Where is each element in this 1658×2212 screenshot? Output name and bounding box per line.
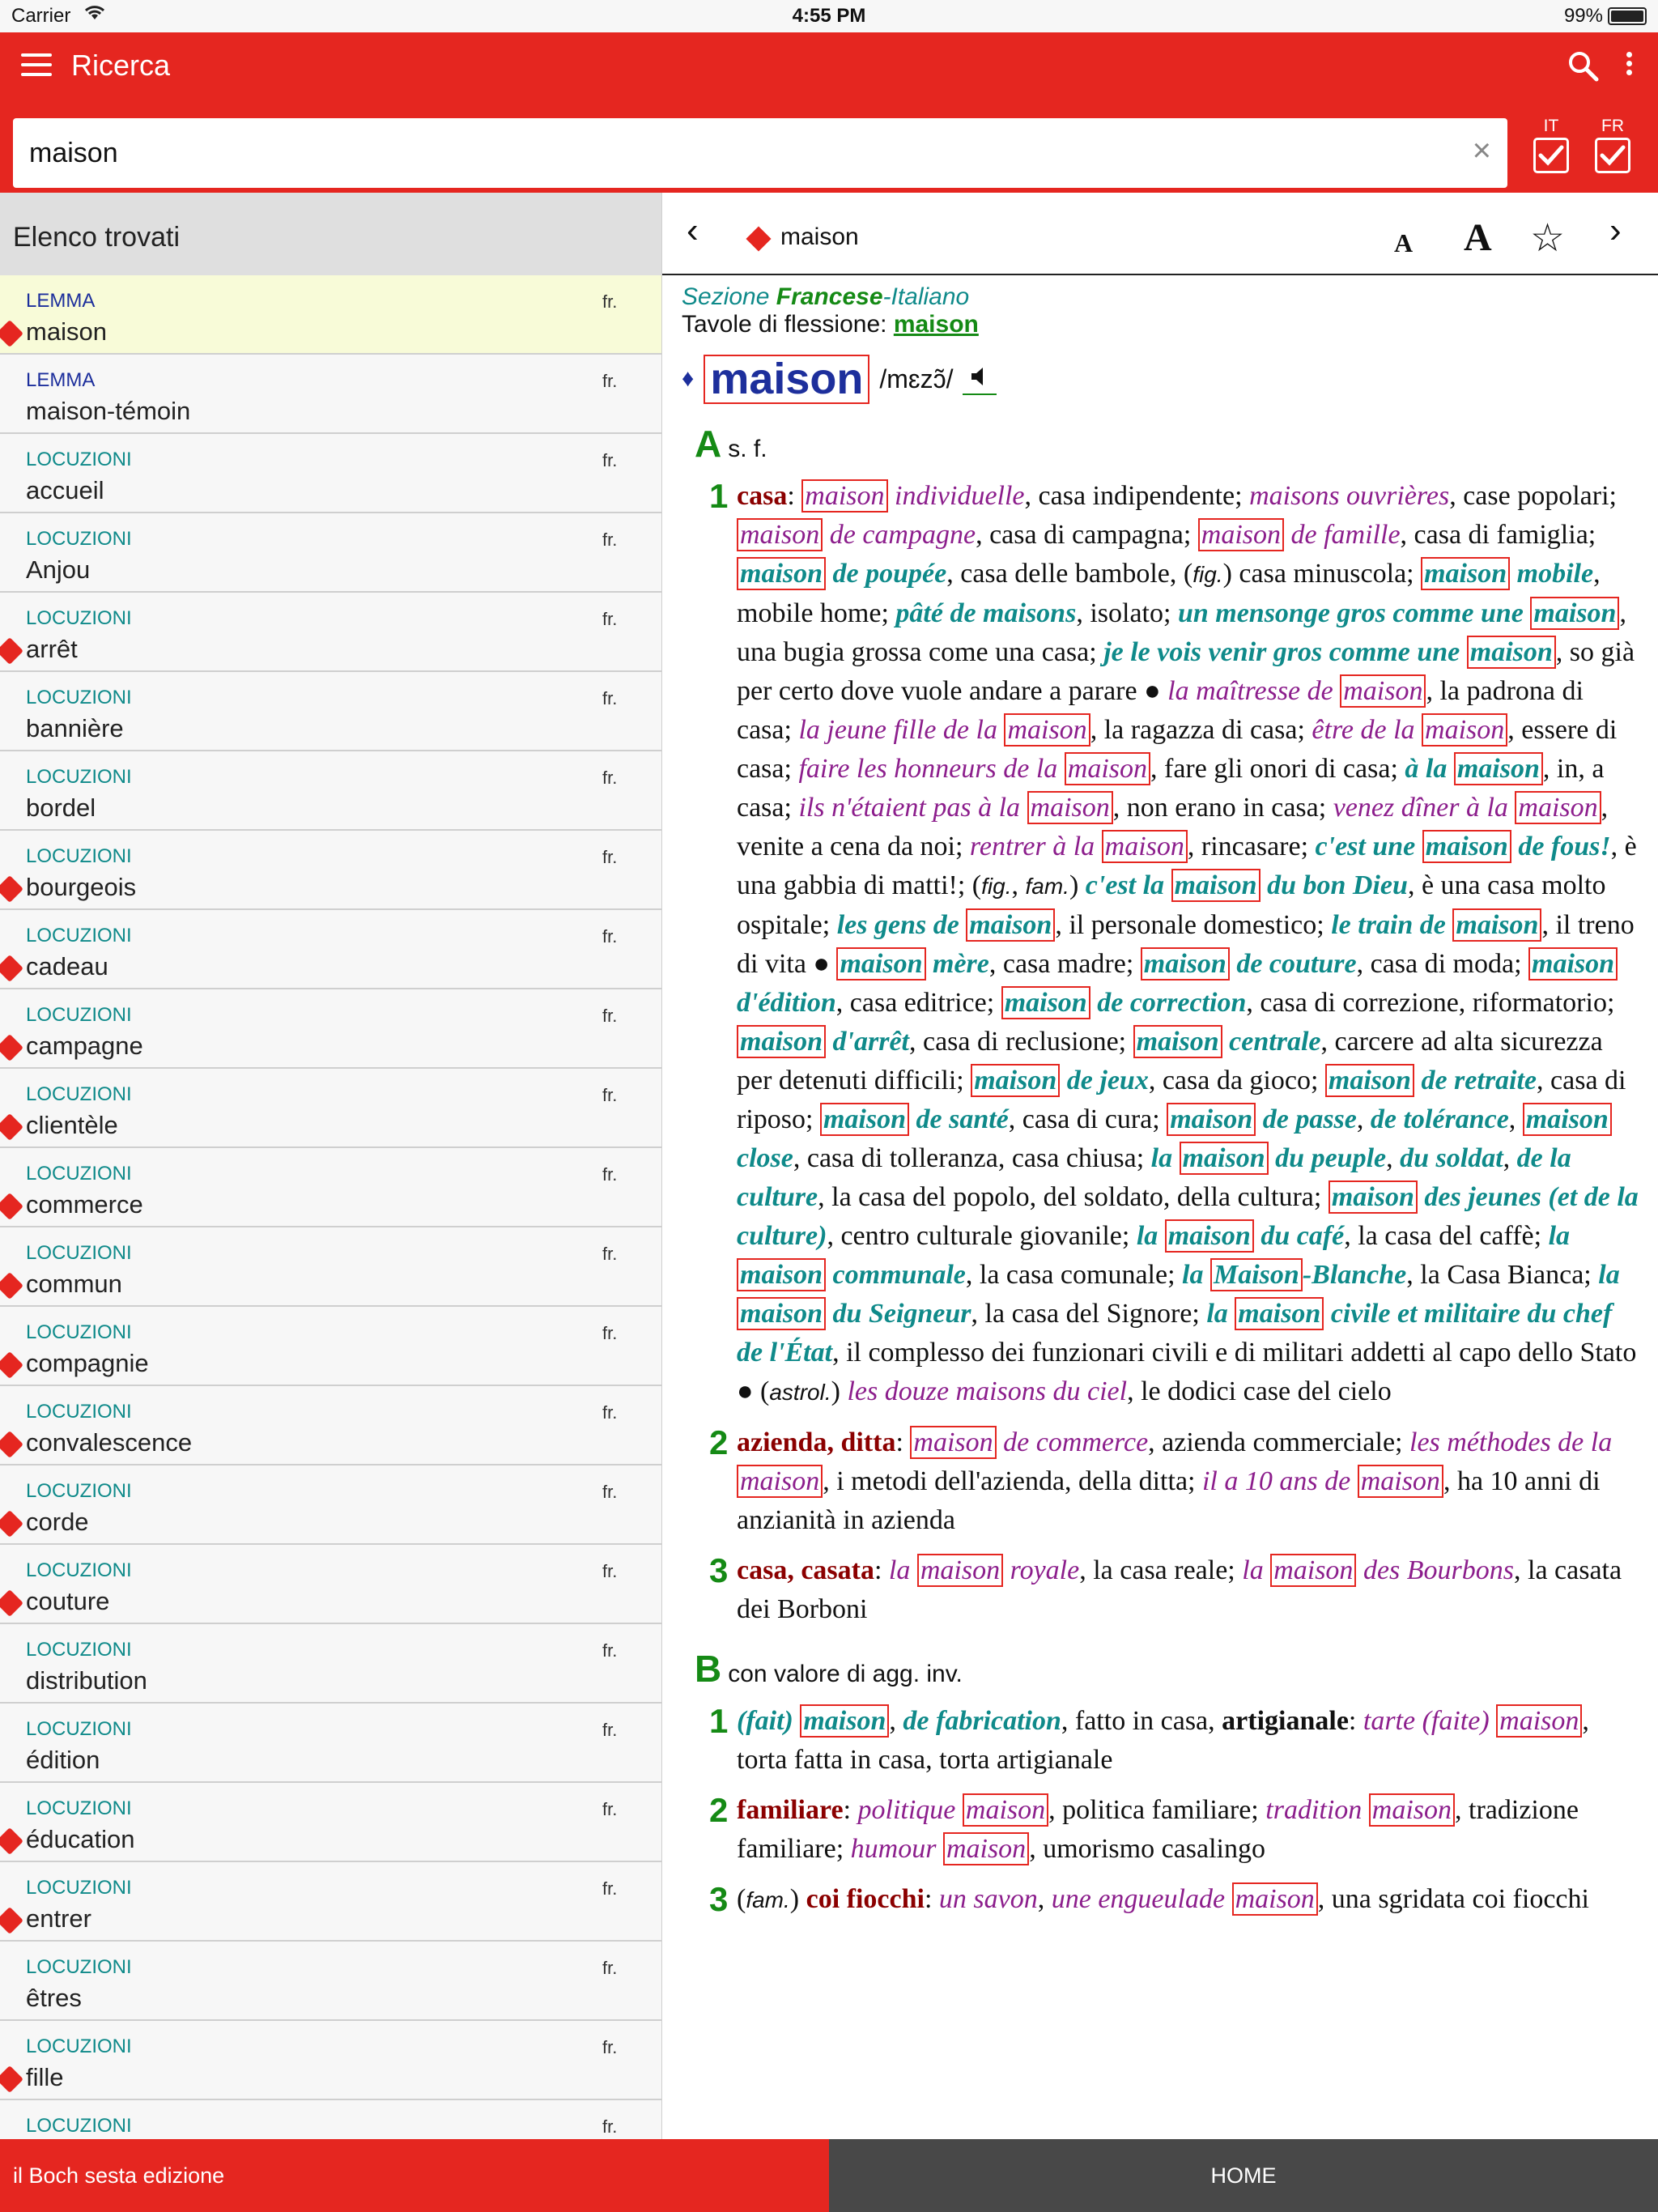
item-category: LOCUZIONI xyxy=(26,1163,132,1185)
chevron-left-icon[interactable]: ‹ xyxy=(687,211,699,250)
item-category: LOCUZIONI xyxy=(26,528,132,550)
item-word: arrêt xyxy=(26,635,78,663)
item-lang: fr. xyxy=(602,1799,618,1819)
item-lang: fr. xyxy=(602,371,618,391)
item-word: convalescence xyxy=(26,1428,193,1457)
item-lang: fr. xyxy=(602,688,618,708)
lemma-header xyxy=(682,355,1642,404)
item-category: LOCUZIONI xyxy=(26,2035,132,2057)
section-a: As. f. xyxy=(695,422,767,465)
item-lang: fr. xyxy=(602,2116,618,2137)
item-lang: fr. xyxy=(602,450,618,470)
item-category: LEMMA xyxy=(26,369,96,391)
item-word: maison-témoin xyxy=(26,397,191,425)
edition-button[interactable]: il Boch sesta edizione xyxy=(0,2139,829,2212)
entry-toolbar xyxy=(662,193,1658,275)
pronunciation: /mɛzɔ̃/ xyxy=(879,364,954,393)
item-word: distribution xyxy=(26,1666,147,1695)
results-header: Elenco trovati xyxy=(0,193,661,275)
item-lang: fr. xyxy=(602,1164,618,1185)
list-item[interactable] xyxy=(0,831,661,910)
star-icon[interactable]: ☆ xyxy=(1530,217,1566,260)
carrier-label: Carrier xyxy=(11,5,71,27)
item-word: Anjou xyxy=(26,555,91,584)
diamond-icon xyxy=(746,226,771,251)
item-word: compagnie xyxy=(26,1349,149,1377)
lang-fr-label: FR xyxy=(1601,117,1624,135)
diamond-icon xyxy=(0,1034,23,1061)
checkbox-fr-icon[interactable] xyxy=(1595,138,1630,173)
item-word: couture xyxy=(26,1587,110,1615)
entry-headword: maison xyxy=(780,223,859,250)
item-category: LOCUZIONI xyxy=(26,845,132,867)
item-word: cadeau xyxy=(26,952,108,981)
item-word: accueil xyxy=(26,476,104,504)
item-lang: fr. xyxy=(602,2037,618,2057)
diamond-icon xyxy=(0,875,23,903)
item-word: campagne xyxy=(26,1032,143,1060)
list-item[interactable] xyxy=(0,355,661,434)
sense-a1: 1 casa: maison individuelle, casa indipendente; maisons ouvrières, case popolari; maison de campagne, casa di campagna; maison de famille, casa di famiglia; maison de poupée, casa delle bambole, (fig.) casa minuscola; maison mobile, mobile home; pâté de maisons, isolato; un mensonge gros comme une maison , una bugia grossa come una casa; je le vois venir gros comme une maison , so già per certo dove vuole andare a parare ● la maîtresse de maison , la padrona di casa; la jeune fille de la maison , la ragazza di casa; être de la maison , essere di casa; faire les honneurs de la maison , fare gli onori di casa; à la maison , in, a casa; ils n'étaient pas à la maison , non erano in casa; venez dîner à la maison , venite a cena da noi; rentrer à la maison , rincasare; c'est une maison de fous!, è una gabbia di matti!; (fig., fam.) c'est la maison du bon Dieu, è una casa molto ospitale; les gens de maison , il personale domestico; le train de maison , il treno di vita ● maison mère, casa madre; maison de couture, casa di moda; maison d'édition, casa editrice; maison de correction, casa di correzione, riformatorio; maison d'arrêt, casa di reclusione; maison centrale, carcere ad alta sicurezza per detenuti difficili; maison de jeux, casa da gioco; maison de retraite, casa di riposo; maison de santé, casa di cura; maison de passe, de tolérance, maison close, casa di tolleranza, casa chiusa; la maison du peuple, du soldat, de la culture, la casa del popolo, del soldato, della cultura; maison des jeunes (et de la culture), centro culturale giovanile; la maison du café, la casa del caffè; la maison communale, la casa comunale; la Maison -Blanche, la Casa Bianca; la maison du Seigneur, la casa del Signore; la maison civile et militaire du chef de l'État, il complesso dei funzionari civili e di militari addetti al capo dello Stato ● (astrol.) les douze maisons du ciel, le dodici case del cielo xyxy=(709,476,1639,1406)
sense-a3: 3 casa, casata: la maison royale, la casa reale; la maison des Bourbons, la casata dei Borboni xyxy=(709,1551,1622,1624)
clear-icon[interactable]: × xyxy=(1472,133,1491,168)
list-item[interactable] xyxy=(0,1783,661,1862)
status-bar xyxy=(0,0,1658,32)
item-lang: fr. xyxy=(602,609,618,629)
search-bar xyxy=(0,102,1658,193)
item-category: LOCUZIONI xyxy=(26,1797,132,1819)
item-category: LOCUZIONI xyxy=(26,2115,132,2137)
diamond-icon xyxy=(0,1510,23,1538)
item-category: LEMMA xyxy=(26,290,96,312)
more-icon[interactable] xyxy=(1621,49,1637,84)
list-item[interactable] xyxy=(0,593,661,672)
list-item[interactable] xyxy=(0,2100,661,2139)
item-word: bourgeois xyxy=(26,873,137,901)
list-item[interactable] xyxy=(0,434,661,513)
item-lang: fr. xyxy=(602,1402,618,1423)
item-lang: fr. xyxy=(602,1006,618,1026)
lang-fr-toggle[interactable] xyxy=(1593,117,1632,173)
item-lang: fr. xyxy=(602,1958,618,1978)
item-lang: fr. xyxy=(602,1720,618,1740)
menu-icon[interactable] xyxy=(21,53,52,78)
app-bar xyxy=(0,32,1658,102)
font-small-icon[interactable]: A xyxy=(1394,228,1414,257)
list-item[interactable] xyxy=(0,1148,661,1227)
item-word: édition xyxy=(26,1746,100,1774)
item-lang: fr. xyxy=(602,1085,618,1105)
search-icon[interactable] xyxy=(1566,49,1601,84)
item-word: entrer xyxy=(26,1904,91,1933)
item-lang: fr. xyxy=(602,768,618,788)
item-category: LOCUZIONI xyxy=(26,1956,132,1978)
item-category: LOCUZIONI xyxy=(26,1004,132,1026)
item-lang: fr. xyxy=(602,847,618,867)
item-word: corde xyxy=(26,1508,89,1536)
diamond-icon xyxy=(0,1351,23,1379)
item-word: êtres xyxy=(26,1984,82,2012)
item-category: LOCUZIONI xyxy=(26,925,132,946)
list-item[interactable] xyxy=(0,1545,661,1624)
list-item[interactable] xyxy=(0,275,661,355)
diamond-icon xyxy=(0,1827,23,1855)
diamond-icon xyxy=(0,2065,23,2093)
list-item[interactable] xyxy=(0,513,661,593)
item-category: LOCUZIONI xyxy=(26,1480,132,1502)
item-lang: fr. xyxy=(602,1244,618,1264)
sense-a2: 2 azienda, ditta: maison de commerce, azienda commerciale; les méthodes de la maison , i metodi dell'azienda, della ditta; il a 10 ans de maison , ha 10 anni di anzianità in azienda xyxy=(709,1423,1613,1535)
item-lang: fr. xyxy=(602,1323,618,1343)
results-rows xyxy=(0,275,661,2139)
battery-indicator xyxy=(1564,5,1647,28)
item-word: clientèle xyxy=(26,1111,118,1139)
list-item[interactable] xyxy=(0,1069,661,1148)
list-item[interactable] xyxy=(0,751,661,831)
list-item[interactable] xyxy=(0,1386,661,1465)
item-word: fille xyxy=(26,2063,64,2091)
footer xyxy=(0,2139,1658,2212)
item-category: LOCUZIONI xyxy=(26,687,132,708)
inflection-tables: Tavole di flessione: maison xyxy=(682,311,979,338)
item-lang: fr. xyxy=(602,1640,618,1661)
battery-percent: 99% xyxy=(1563,5,1603,27)
item-lang: fr. xyxy=(602,530,618,550)
list-item[interactable] xyxy=(0,672,661,751)
item-category: LOCUZIONI xyxy=(26,1877,132,1899)
diamond-icon xyxy=(0,1431,23,1458)
item-lang: fr. xyxy=(602,1878,618,1899)
item-lang: fr. xyxy=(602,291,618,312)
list-item[interactable] xyxy=(0,1227,661,1307)
item-category: LOCUZIONI xyxy=(26,1321,132,1343)
checkbox-it-icon[interactable] xyxy=(1533,138,1569,173)
lemma: maison xyxy=(704,355,869,404)
item-lang: fr. xyxy=(602,1561,618,1581)
diamond-icon xyxy=(0,1272,23,1300)
item-category: LOCUZIONI xyxy=(26,449,132,470)
section-label: Sezione Francese-Italiano xyxy=(682,283,970,310)
item-category: LOCUZIONI xyxy=(26,1718,132,1740)
entry-body xyxy=(662,283,1658,1920)
item-word: commerce xyxy=(26,1190,143,1219)
item-word: maison xyxy=(26,317,107,346)
item-category: LOCUZIONI xyxy=(26,607,132,629)
item-category: LOCUZIONI xyxy=(26,1401,132,1423)
sense-b2: 2 familiare: politique maison , politica familiare; tradition maison , tradizione familiare; humour maison , umorismo casalingo xyxy=(709,1790,1579,1864)
list-item[interactable] xyxy=(0,2021,661,2100)
item-lang: fr. xyxy=(602,926,618,946)
results-list xyxy=(0,193,662,2139)
item-word: bannière xyxy=(26,714,124,742)
list-item[interactable] xyxy=(0,1624,661,1704)
speaker-icon[interactable] xyxy=(963,364,997,395)
item-lang: fr. xyxy=(602,1482,618,1502)
battery-icon xyxy=(1608,7,1647,25)
list-item[interactable] xyxy=(0,1465,661,1545)
item-category: LOCUZIONI xyxy=(26,766,132,788)
diamond-icon xyxy=(0,1113,23,1141)
clock: 4:55 PM xyxy=(792,5,866,27)
sense-b1: 1 (fait) maison , de fabrication, fatto in casa, artigianale: tarte (faite) maison , torta fatta in casa, torta artigianale xyxy=(709,1701,1589,1775)
search-value: maison xyxy=(29,138,118,168)
section-b: Bcon valore di agg. inv. xyxy=(695,1647,963,1690)
item-category: LOCUZIONI xyxy=(26,1083,132,1105)
sense-b3: 3 (fam.) coi fiocchi: un savon, une engueulade maison , una sgridata coi fiocchi xyxy=(709,1879,1589,1918)
entry-pane xyxy=(662,193,1658,2139)
lang-it-label: IT xyxy=(1543,117,1559,135)
list-item[interactable] xyxy=(0,1942,661,2021)
font-large-icon[interactable]: A xyxy=(1464,216,1492,259)
diamond-icon xyxy=(0,955,23,982)
diamond-icon xyxy=(0,320,23,347)
item-word: commun xyxy=(26,1270,122,1298)
lemma-bullet-icon: ♦ xyxy=(682,365,695,393)
list-item[interactable] xyxy=(0,910,661,989)
item-category: LOCUZIONI xyxy=(26,1559,132,1581)
item-word: éducation xyxy=(26,1825,135,1853)
diamond-icon xyxy=(0,1193,23,1220)
diamond-icon xyxy=(0,637,23,665)
item-category: LOCUZIONI xyxy=(26,1639,132,1661)
home-button[interactable]: HOME xyxy=(829,2139,1658,2212)
item-word: bordel xyxy=(26,793,96,822)
lang-it-toggle[interactable] xyxy=(1532,117,1571,173)
search-input[interactable] xyxy=(13,118,1507,188)
inflection-link[interactable]: maison xyxy=(893,311,979,338)
page-title: Ricerca xyxy=(71,49,171,82)
list-item[interactable] xyxy=(0,1704,661,1783)
list-item[interactable] xyxy=(0,1862,661,1942)
item-category: LOCUZIONI xyxy=(26,1242,132,1264)
list-item[interactable] xyxy=(0,1307,661,1386)
list-item[interactable] xyxy=(0,989,661,1069)
diamond-icon xyxy=(0,1907,23,1934)
diamond-icon xyxy=(0,1589,23,1617)
chevron-right-icon[interactable]: › xyxy=(1609,211,1622,250)
